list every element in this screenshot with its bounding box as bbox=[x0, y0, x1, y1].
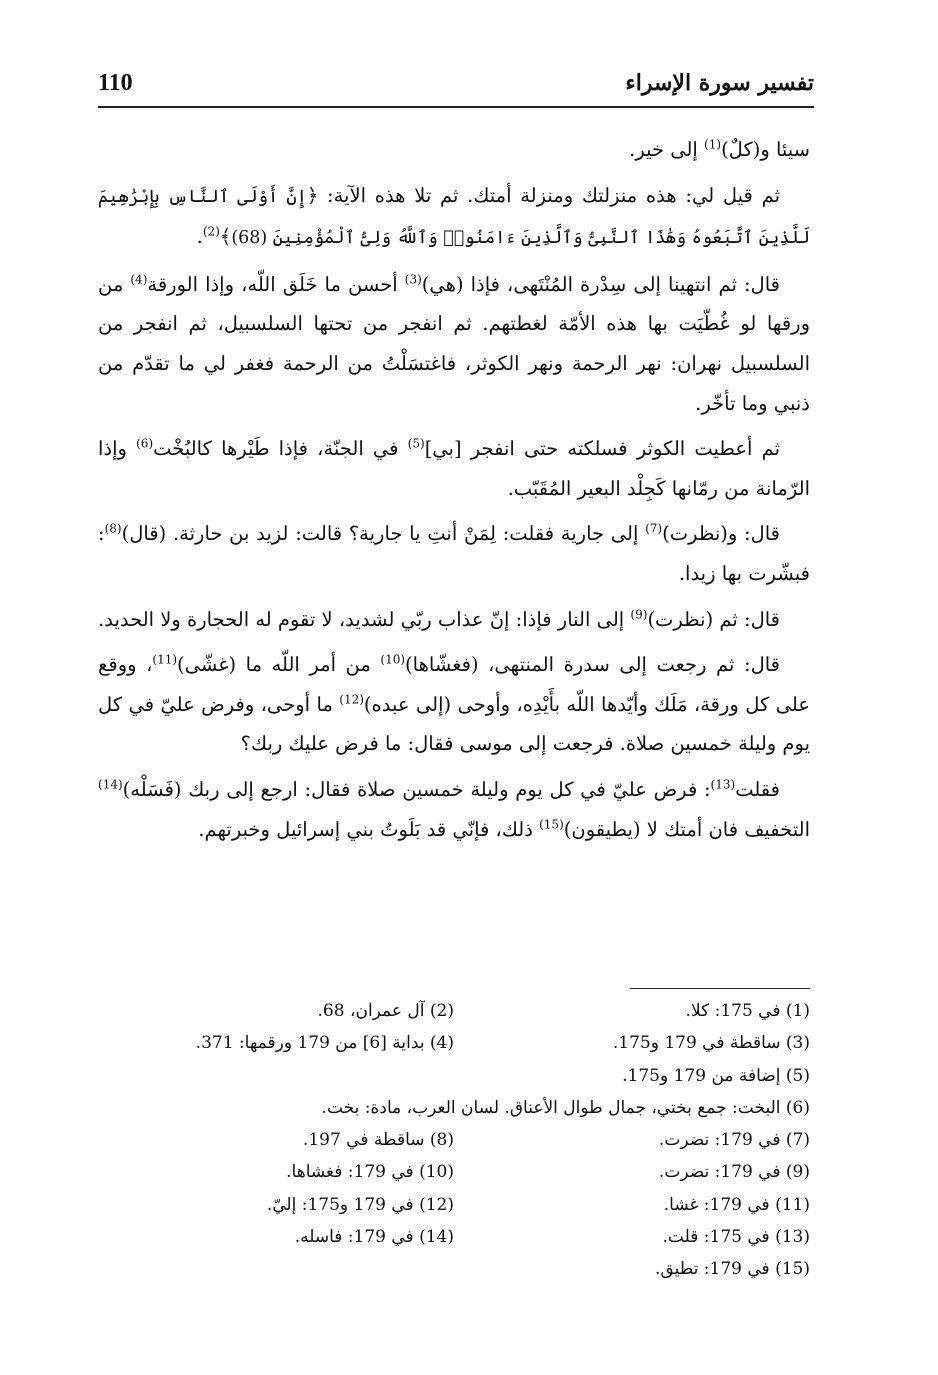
footnote-4: (4) بداية [6] من 179 ورقمها: 371. bbox=[195, 1033, 454, 1054]
footnote-8: (8) ساقطة في 197. bbox=[302, 1130, 454, 1151]
text-run: وإذا الرّمانة من رمّانها كَجِلْد البعير المُقَبّب. bbox=[98, 437, 810, 500]
footnote-13: (13) في 175: قلت. bbox=[662, 1227, 810, 1248]
footnote-ref: (1) bbox=[704, 137, 722, 152]
paragraph-8 bbox=[98, 770, 810, 849]
footnote-ref: (8) bbox=[104, 521, 122, 536]
page-header bbox=[98, 62, 814, 108]
footnote-ref: (4) bbox=[130, 272, 148, 287]
footnote-ref: (13) bbox=[710, 777, 736, 792]
page-number: 110 bbox=[98, 70, 133, 96]
text-run: قال: ثم (نظرت) bbox=[647, 607, 780, 631]
text-run: أحسن ما خَلَق اللّه، وإذا الورقة bbox=[147, 272, 405, 296]
footnote-row bbox=[98, 1189, 810, 1221]
text-run: قال: و(نظرت) bbox=[662, 522, 780, 546]
paragraph-7 bbox=[98, 645, 810, 764]
footnote-5: (5) إضافة من 179 و175. bbox=[622, 1065, 810, 1086]
paragraph-6 bbox=[98, 600, 810, 640]
footnotes bbox=[98, 988, 810, 1286]
footnote-ref: (3) bbox=[404, 272, 422, 287]
footnote-ref: (10) bbox=[380, 652, 406, 667]
text-run: ما أوحى، وفرض عليّ في كل يوم وليلة خمسين صلاة. فرجعت إلى موسى فقال: ما فرض عليك ربك؟ bbox=[98, 692, 810, 756]
text-run: من أمر اللّه ما (غشّى) bbox=[177, 653, 381, 677]
text-run: : فرض عليّ في كل يوم وليلة خمسين صلاة فقال: ارجع إلى ربك (فَسَلْه) bbox=[122, 777, 711, 801]
footnote-ref: (9) bbox=[630, 607, 648, 622]
footnote-7: (7) في 179: نضرت. bbox=[658, 1130, 810, 1151]
text-run: فقلت bbox=[735, 777, 780, 801]
footnote-row bbox=[98, 1092, 810, 1124]
paragraph-1 bbox=[98, 130, 810, 170]
footnote-row bbox=[98, 1253, 810, 1285]
footnote-ref: (7) bbox=[645, 521, 663, 536]
quran-verse: إِنَّ أَوْلَى ٱلنَّاسِ بِإِبْرَٰهِيمَ لَلَّذِينَ ٱتَّبَعُوهُ وَهَٰذَا ٱلنَّبِىُّ وَٱلَّذِينَ ءَامَنُوا۟ وَٱللَّهُ وَلِىُّ ٱلْمُؤْمِنِينَ (68) bbox=[98, 186, 810, 249]
footnote-row bbox=[98, 995, 810, 1027]
footnote-ref: (15) bbox=[539, 817, 564, 831]
footnote-ref: (14) bbox=[98, 777, 123, 792]
text-run: ، ووقع على كل ورقة، مَلَك وأيّدها اللّه بأَيْدِه، وأوحى (إلى عبده) bbox=[98, 653, 810, 716]
footnote-ref: (11) bbox=[152, 652, 178, 667]
footnote-divider bbox=[630, 988, 810, 989]
text-run: إلى النار فإذا: إنّ عذاب ربّي لشديد، لا تقوم له الحجارة ولا الحديد. bbox=[98, 607, 631, 631]
text-run: . bbox=[196, 225, 203, 249]
main-text bbox=[98, 130, 810, 855]
paragraph-2 bbox=[98, 176, 810, 259]
footnote-row bbox=[98, 1060, 810, 1092]
text-run: ثم أعطيت الكوثر فسلكته حتى انفجر [بي] bbox=[424, 437, 780, 461]
text-run: : فبشّرت بها زيدا. bbox=[98, 522, 810, 585]
text-run: ﴾ bbox=[219, 225, 232, 249]
text-run: من ورقها لو غُطّيَت بها هذه الأمّة لغطتهم. ثم انفجر من تحتها السلسبيل، ثم انفجر من السلسبيل نهران: نهر الرحمة ونهر الكوثر، فاغتسَلْتُ من الرحمة فغفر لي ما تقدّم من ذنبي وما تأخّر. bbox=[98, 272, 810, 415]
footnote-row bbox=[98, 1221, 810, 1253]
footnote-14: (14) في 179: فاسله. bbox=[294, 1227, 454, 1248]
footnote-ref: (5) bbox=[407, 436, 425, 451]
footnote-12: (12) في 179 و175: إليّ. bbox=[266, 1194, 454, 1215]
footnote-1: (1) في 175: كلا. bbox=[685, 1001, 810, 1021]
paragraph-3 bbox=[98, 265, 810, 423]
footnote-ref: (2) bbox=[202, 224, 220, 239]
footnote-6: (6) البخت: جمع بختي، جمال طوال الأعناق. لسان العرب، مادة: بخت. bbox=[321, 1097, 810, 1118]
footnote-2: (2) آل عمران، 68. bbox=[317, 1001, 454, 1021]
footnote-row bbox=[98, 1027, 810, 1059]
footnote-9: (9) في 179: نضرت. bbox=[658, 1162, 810, 1183]
text-run: في الجنّة، فإذا طَيْرها كالبُخْت bbox=[153, 437, 408, 461]
footnote-ref: (12) bbox=[339, 692, 364, 707]
footnote-11: (11) في 179: غشا. bbox=[663, 1194, 810, 1215]
footnote-10: (10) في 179: فغشاها. bbox=[286, 1162, 454, 1183]
text-run: إلى جارية فقلت: لِمَنْ أنتِ يا جارية؟ قالت: لزيد بن حارثة. (قال) bbox=[121, 522, 646, 546]
paragraph-5 bbox=[98, 514, 810, 593]
footnote-row bbox=[98, 1124, 810, 1156]
text-run: قال: ثم انتهينا إلى سِدْرة المُنْتَهى، فإذا (هي) bbox=[421, 272, 780, 296]
text-run: ثم قيل لي: هذه منزلتك ومنزلة أمتك. ثم تلا هذه الآية: ﴿ bbox=[306, 183, 781, 207]
text-run: سيئا و(كلٌ) bbox=[721, 138, 810, 161]
text-run: إلى خير. bbox=[629, 138, 705, 161]
paragraph-4 bbox=[98, 429, 810, 508]
footnote-15: (15) في 179: تطيق. bbox=[654, 1259, 810, 1280]
footnote-ref: (6) bbox=[136, 436, 154, 451]
text-run: قال: ثم رجعت إلى سدرة المنتهى، (فغشّاها) bbox=[405, 653, 781, 677]
text-run: التخفيف فان أمتك لا (يطيقون) bbox=[563, 817, 810, 841]
text-run: ذلك، فإنّي قد بَلَوتُ بني إسرائيل وخبرتهم. bbox=[198, 817, 540, 841]
footnote-3: (3) ساقطة في 179 و175. bbox=[612, 1033, 810, 1054]
footnote-row bbox=[98, 1156, 810, 1188]
running-title: تفسير سورة الإسراء bbox=[625, 70, 814, 96]
